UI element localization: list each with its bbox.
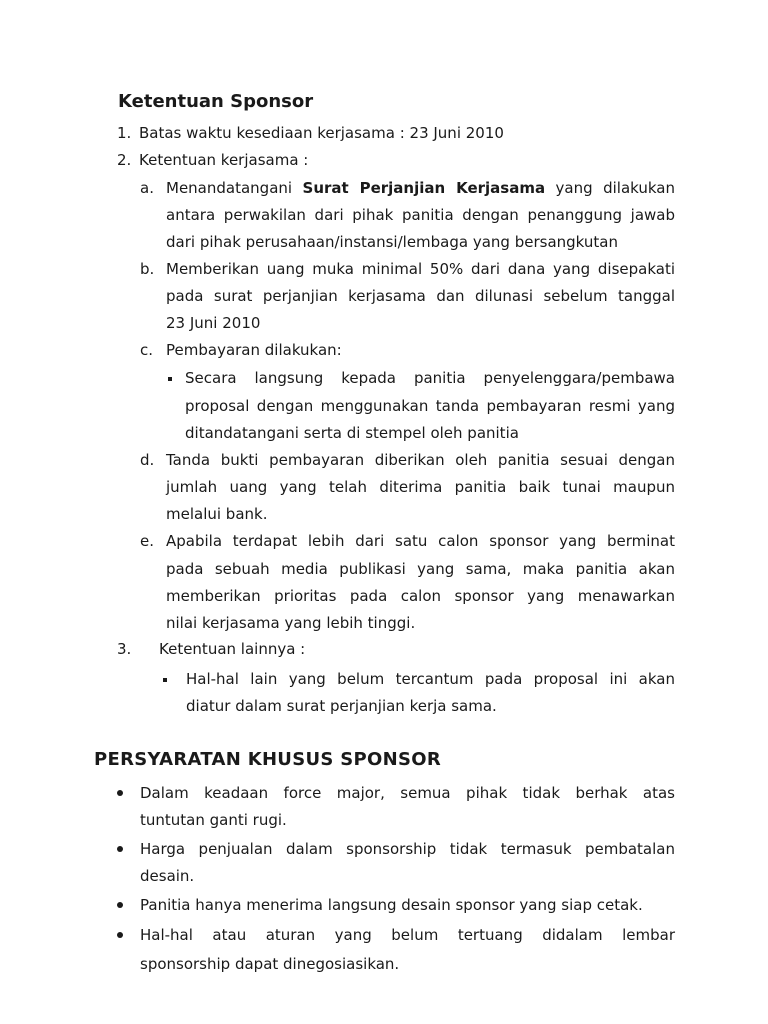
sub-c-bullet-line-3: ditandatangani serta di stempel oleh panitia — [185, 424, 519, 442]
sub-c-bullet-line-2: proposal dengan menggunakan tanda pembayaran resmi yang — [185, 397, 675, 415]
item-3-bullet-line-2: diatur dalam surat perjanjian kerja sama. — [186, 697, 497, 715]
sub-a-text-before: Menandatangani — [166, 179, 303, 197]
sub-d-line-1: Tanda bukti pembayaran diberikan oleh panitia sesuai dengan — [166, 451, 675, 469]
sub-c-line-1: Pembayaran dilakukan: — [166, 341, 342, 359]
round-bullet-icon — [117, 846, 123, 852]
sub-e-line-2: pada sebuah media publikasi yang sama, maka panitia akan — [166, 560, 675, 578]
list-number-1: 1. — [117, 124, 132, 142]
persyaratan-2-line-2: desain. — [140, 867, 195, 885]
sub-c-bullet-line-1: Secara langsung kepada panitia penyelenggara/pembawa — [185, 369, 675, 387]
round-bullet-icon — [117, 902, 123, 908]
list-number-2: 2. — [117, 151, 132, 169]
round-bullet-icon — [117, 932, 123, 938]
sub-d-line-2: jumlah uang yang telah diterima panitia baik tunai maupun — [166, 478, 675, 496]
sub-b-line-1: Memberikan uang muka minimal 50% dari dana yang disepakati — [166, 260, 675, 278]
sub-e-line-4: nilai kerjasama yang lebih tinggi. — [166, 614, 416, 632]
sub-a-bold-term: Surat Perjanjian Kerjasama — [302, 179, 546, 197]
item-3-bullet-line-1: Hal-hal lain yang belum tercantum pada proposal ini akan — [186, 670, 675, 688]
persyaratan-4-line-1: Hal-hal atau aturan yang belum tertuang didalam lembar — [140, 926, 675, 944]
sub-b-line-3: 23 Juni 2010 — [166, 314, 261, 332]
section-title-ketentuan-sponsor: Ketentuan Sponsor — [118, 91, 314, 112]
sub-a-line-3: dari pihak perusahaan/instansi/lembaga yang bersangkutan — [166, 233, 618, 251]
sub-letter-a: a. — [140, 179, 154, 197]
square-bullet-icon — [163, 678, 167, 682]
sub-letter-d: d. — [140, 451, 155, 469]
sub-e-line-1: Apabila terdapat lebih dari satu calon sponsor yang berminat — [166, 532, 675, 550]
sub-letter-e: e. — [140, 532, 154, 550]
sub-b-line-2: pada surat perjanjian kerjasama dan dilunasi sebelum tanggal — [166, 287, 675, 305]
sub-a-text-after: yang dilakukan — [545, 179, 675, 197]
square-bullet-icon — [168, 377, 172, 381]
sub-a-line-1 — [166, 178, 675, 198]
persyaratan-4-line-2: sponsorship dapat dinegosiasikan. — [140, 955, 400, 973]
persyaratan-1-line-1: Dalam keadaan force major, semua pihak tidak berhak atas — [140, 784, 675, 802]
list-number-3: 3. — [117, 640, 132, 658]
persyaratan-3-line-1: Panitia hanya menerima langsung desain sponsor yang siap cetak. — [140, 896, 643, 914]
sub-letter-b: b. — [140, 260, 155, 278]
item-1-text: Batas waktu kesediaan kerjasama : 23 Juni 2010 — [139, 124, 504, 142]
section-title-persyaratan-khusus: PERSYARATAN KHUSUS SPONSOR — [94, 749, 441, 770]
persyaratan-1-line-2: tuntutan ganti rugi. — [140, 811, 287, 829]
item-3-text: Ketentuan lainnya : — [159, 640, 306, 658]
persyaratan-2-line-1: Harga penjualan dalam sponsorship tidak termasuk pembatalan — [140, 840, 675, 858]
sub-a-line-2: antara perwakilan dari pihak panitia dengan penanggung jawab — [166, 206, 675, 224]
sub-d-line-3: melalui bank. — [166, 505, 268, 523]
item-2-text: Ketentuan kerjasama : — [139, 151, 309, 169]
sub-letter-c: c. — [140, 341, 154, 359]
sub-e-line-3: memberikan prioritas pada calon sponsor yang menawarkan — [166, 587, 675, 605]
round-bullet-icon — [117, 790, 123, 796]
